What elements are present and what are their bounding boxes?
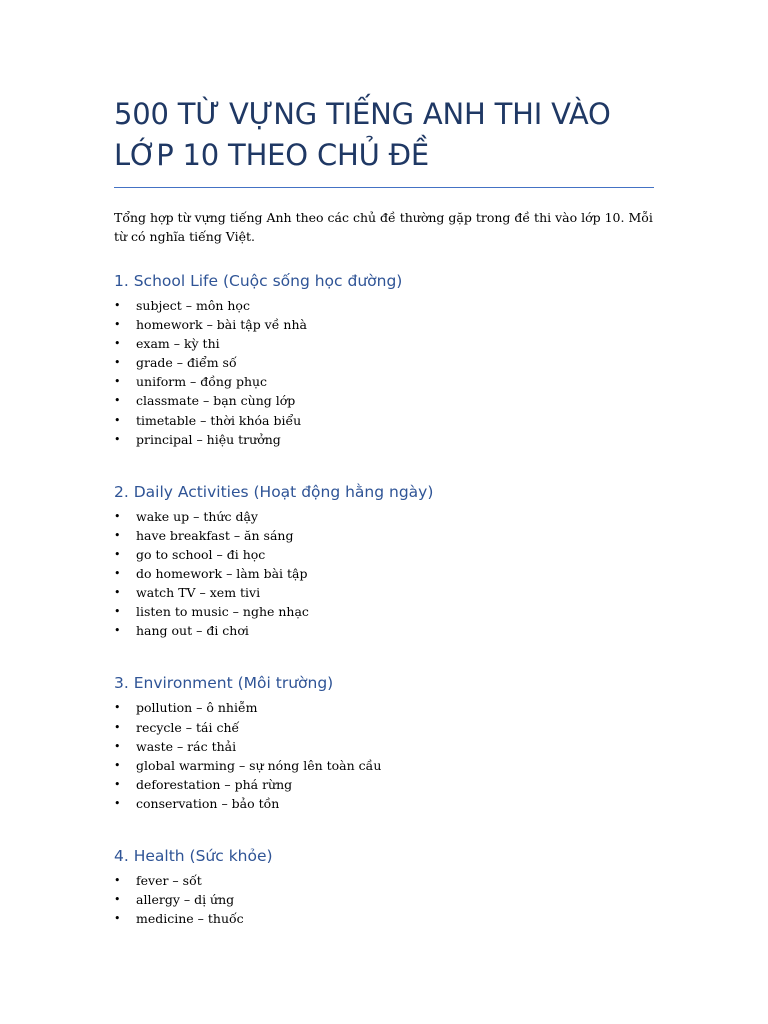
vocab-entry: have breakfast – ăn sáng <box>136 527 294 543</box>
list-item <box>114 334 654 353</box>
vocab-entry: waste – rác thải <box>136 738 237 754</box>
bullet-icon: • <box>114 720 121 734</box>
list-item <box>114 909 654 928</box>
bullet-icon: • <box>114 701 121 715</box>
list-item <box>114 718 654 737</box>
vocab-entry: watch TV – xem tivi <box>136 585 261 601</box>
vocab-entry: allergy – dị ứng <box>136 892 235 908</box>
vocab-entry: deforestation – phá rừng <box>136 776 293 792</box>
vocab-entry: exam – kỳ thi <box>136 336 220 352</box>
vocab-entry: conservation – bảo tồn <box>136 795 280 811</box>
vocab-entry: classmate – bạn cùng lớp <box>136 393 296 409</box>
vocab-entry: recycle – tái chế <box>136 719 240 735</box>
bullet-icon: • <box>114 777 121 791</box>
bullet-icon: • <box>114 432 121 446</box>
vocab-list <box>114 507 654 641</box>
vocab-entry: subject – môn học <box>136 298 250 313</box>
list-item <box>114 890 654 909</box>
section-heading: 4. Health (Sức khỏe) <box>114 846 273 865</box>
document-title: 500 TỪ VỰNG TIẾNG ANH THI VÀO LỚP 10 THEO CHỦ ĐỀ <box>114 94 654 188</box>
section-heading: 2. Daily Activities (Hoạt động hằng ngày) <box>114 482 434 501</box>
section-environment <box>114 673 654 813</box>
list-item <box>114 296 654 315</box>
vocab-entry: timetable – thời khóa biểu <box>136 412 302 428</box>
bullet-icon: • <box>114 356 121 370</box>
bullet-icon: • <box>114 547 121 561</box>
bullet-icon: • <box>114 873 121 887</box>
bullet-icon: • <box>114 893 121 907</box>
bullet-icon: • <box>114 375 121 389</box>
vocab-entry: pollution – ô nhiễm <box>136 700 258 716</box>
section-daily-activities <box>114 482 654 641</box>
bullet-icon: • <box>114 528 121 542</box>
bullet-icon: • <box>114 912 121 926</box>
vocab-entry: grade – điểm số <box>136 355 237 371</box>
bullet-icon: • <box>114 394 121 408</box>
section-heading: 1. School Life (Cuộc sống học đường) <box>114 272 403 290</box>
section-health <box>114 846 654 928</box>
list-item <box>114 621 654 640</box>
bullet-icon: • <box>114 509 121 523</box>
vocab-entry: hang out – đi chơi <box>136 623 249 639</box>
vocab-entry: fever – sốt <box>136 872 202 888</box>
bullet-icon: • <box>114 586 121 600</box>
bullet-icon: • <box>114 624 121 638</box>
vocab-entry: principal – hiệu trưởng <box>136 431 281 447</box>
list-item <box>114 315 654 334</box>
bullet-icon: • <box>114 758 121 772</box>
list-item <box>114 737 654 756</box>
list-item <box>114 430 654 449</box>
list-item <box>114 794 654 813</box>
list-item <box>114 602 654 621</box>
bullet-icon: • <box>114 739 121 753</box>
vocab-list <box>114 296 654 449</box>
list-item <box>114 545 654 564</box>
vocab-list <box>114 698 654 813</box>
bullet-icon: • <box>114 605 121 619</box>
list-item <box>114 372 654 391</box>
bullet-icon: • <box>114 413 121 427</box>
vocab-entry: global warming – sự nóng lên toàn cầu <box>136 757 382 773</box>
list-item <box>114 871 654 890</box>
vocab-entry: listen to music – nghe nhạc <box>136 604 309 620</box>
bullet-icon: • <box>114 337 121 351</box>
intro-paragraph: Tổng hợp từ vựng tiếng Anh theo các chủ đề thường gặp trong đề thi vào lớp 10. Mỗi từ có nghĩa tiếng Việt. <box>114 210 653 244</box>
vocab-entry: go to school – đi học <box>136 546 266 562</box>
vocab-entry: do homework – làm bài tập <box>136 566 308 582</box>
vocab-entry: homework – bài tập về nhà <box>136 317 307 333</box>
bullet-icon: • <box>114 796 121 810</box>
list-item <box>114 775 654 794</box>
list-item <box>114 391 654 410</box>
vocab-entry: medicine – thuốc <box>136 911 244 927</box>
vocab-list <box>114 871 654 928</box>
list-item <box>114 411 654 430</box>
list-item <box>114 353 654 372</box>
list-item <box>114 564 654 583</box>
section-school-life <box>114 271 654 449</box>
bullet-icon: • <box>114 299 121 312</box>
list-item <box>114 698 654 717</box>
list-item <box>114 507 654 526</box>
list-item <box>114 526 654 545</box>
section-heading: 3. Environment (Môi trường) <box>114 674 334 693</box>
bullet-icon: • <box>114 318 121 332</box>
bullet-icon: • <box>114 567 121 581</box>
list-item <box>114 583 654 602</box>
list-item <box>114 756 654 775</box>
vocab-entry: wake up – thức dậy <box>136 508 258 524</box>
vocab-entry: uniform – đồng phục <box>136 374 268 390</box>
